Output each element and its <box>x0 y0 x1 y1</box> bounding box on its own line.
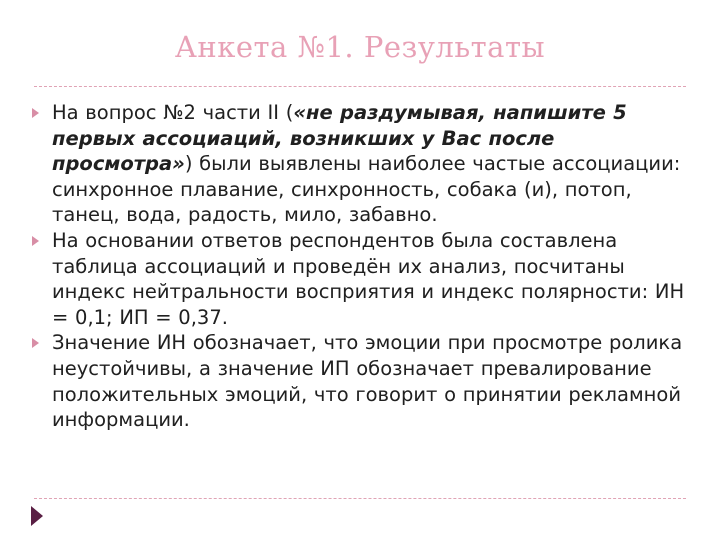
bullet-arrow-icon <box>32 338 39 348</box>
question-quote: «не раздумывая, напишите 5 первых ассоциаций, возникших у Вас после просмотра» <box>52 101 627 176</box>
bullet-arrow-icon <box>32 108 39 118</box>
bullet-list <box>30 100 698 433</box>
corner-arrow-icon <box>31 506 43 526</box>
bullet-item-1 <box>30 100 698 228</box>
bullet-text-3: Значение ИН обозначает, что эмоции при просмотре ролика неустойчивы, а значение ИП обозначает превалирование положительных эмоций, что говорит о принятии рекламной информации. <box>52 331 683 432</box>
top-divider <box>34 86 686 87</box>
slide-title: Анкета №1. Результаты <box>174 30 546 64</box>
bullet-text-2: На основании ответов респондентов была составлена таблица ассоциаций и проведён их анализ, посчитаны индекс нейтральности восприятия и индекс полярности: ИН = 0,1; ИП = 0,37. <box>52 228 685 329</box>
bullet-item-3 <box>30 330 698 432</box>
bullet-arrow-icon <box>32 236 39 246</box>
bottom-divider <box>34 498 686 499</box>
bullet-1-pre: На вопрос №2 части II ( <box>52 101 294 124</box>
bullet-1-post: ) были выявлены наиболее частые ассоциации: синхронное плавание, синхронность, собака (и), потоп, танец, вода, радость, мило, забавно. <box>52 152 681 227</box>
bullet-text-1 <box>52 100 698 228</box>
bullet-item-2 <box>30 228 698 330</box>
